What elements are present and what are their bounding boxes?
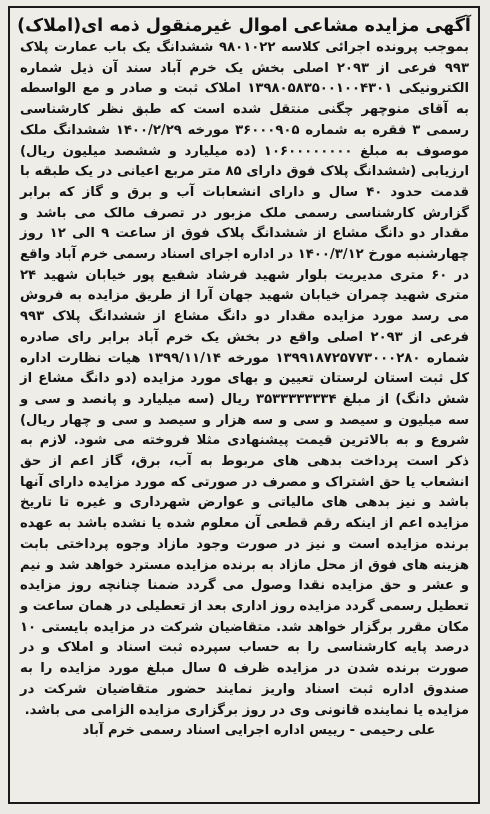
notice-signature: علی رحیمی - رییس اداره اجرایی اسناد رسمی خرم آباد: [82, 723, 436, 739]
notice-body: بموجب پرونده اجرائی کلاسه ۹۸۰۱۰۲۲ ششدانگ یک باب عمارت پلاک ۹۹۳ فرعی از ۲۰۹۳ اصلی بخش یک خرم آباد سند آن ذیل شماره الکترونیکی ۱۳۹۸۰۵۸۳۵۰۰۱۰۰۴۳۰۱ املاک ثبت و صادر و مع الواسطه به آقای منوچهر چگنی منتقل شده است که طبق نظر کارشناسی رسمی ۳ فقره به شماره ۳۶۰۰۰۹۰۵ مورخه ۱۴۰۰/۲/۲۹ ششدانگ ملک موصوف به مبلغ ۱۰۶۰۰۰۰۰۰۰۰ (ده میلیارد و ششصد میلیون ریال) ارزیابی (ششدانگ پلاک فوق دارای ۸۵ متر مربع اعیانی در یک طبقه با قدمت حدود ۴۰ سال و دارای انشعابات آب و برق و گاز که برابر گزارش کارشناسی رسمی ملک مزبور در تصرف مالک می باشد و مقدار دو دانگ مشاع از ششدانگ پلاک فوق از ساعت ۹ الی ۱۲ روز چهارشنبه مورخ ۱۴۰۰/۳/۱۲ در اداره اجرای اسناد رسمی خرم آباد واقع در ۶۰ متری مدیریت بلوار شهید فرشاد شفیع پور خیابان شهید ۲۴ متری شهید چمران خیابان شهید جهان آرا از طریق مزایده به فروش می رسد مورد مزایده مقدار دو دانگ مشاع از ششدانگ پلاک ۹۹۳ فرعی از ۲۰۹۳ اصلی واقع در بخش یک خرم آباد برابر رای صادره شماره ۱۳۹۹۱۸۷۲۵۷۷۳۰۰۰۲۸۰ مورخه ۱۳۹۹/۱۱/۱۴ هیات نظارت اداره کل ثبت استان لرستان تعیین و بهای مورد مزایده (دو دانگ مشاع از شش دانگ) از مبلغ ۳۵۳۳۳۳۳۳۳۴ ریال (سه میلیارد و پانصد و سی و سه میلیون و سیصد و سی و سه هزار و سیصد و سی و چهار ریال) شروع و به بالاترین قیمت پیشنهادی مثلا فروخته می شود. لازم به ذکر است پرداخت بدهی های مربوط به آب، برق، گاز اعم از حق انشعاب یا حق اشتراک و مصرف در صورتی که مورد مزایده دارای آنها باشد و نیز بدهی های مالیاتی و عوارض شهرداری و غیره تا تاریخ مزایده اعم از اینکه رقم قطعی آن معلوم شده یا نشده باشد به عهده برنده مزایده است و نیز در صورت وجود مازاد وجوه پرداختی بابت هزینه های فوق از محل مازاد به برنده مزایده مسترد خواهد شد و نیم و عشر و حق مزایده نقدا وصول می گردد ضمنا چنانچه روز مزایده تعطیل رسمی گردد مزایده روز اداری بعد از تعطیلی در همان ساعت و مکان مقرر برگزار خواهد شد. متقاضیان شرکت در مزایده بایستی ۱۰ درصد پایه کارشناسی را به حساب سپرده ثبت اسناد و املاک و در صورت برنده شدن در مزایده ظرف ۵ سال مبلغ مورد مزایده را به صندوق اداره ثبت اسناد واریز نمایند حضور متقاضیان شرکت در مزایده یا نماینده قانونی وی در روز برگزاری مزایده الزامی می باشد.: [20, 40, 470, 718]
notice-frame: [8, 6, 480, 804]
notice-title: آگهی مزایده مشاعی اموال غیرمنقول ذمه ای(املاک): [17, 16, 471, 36]
